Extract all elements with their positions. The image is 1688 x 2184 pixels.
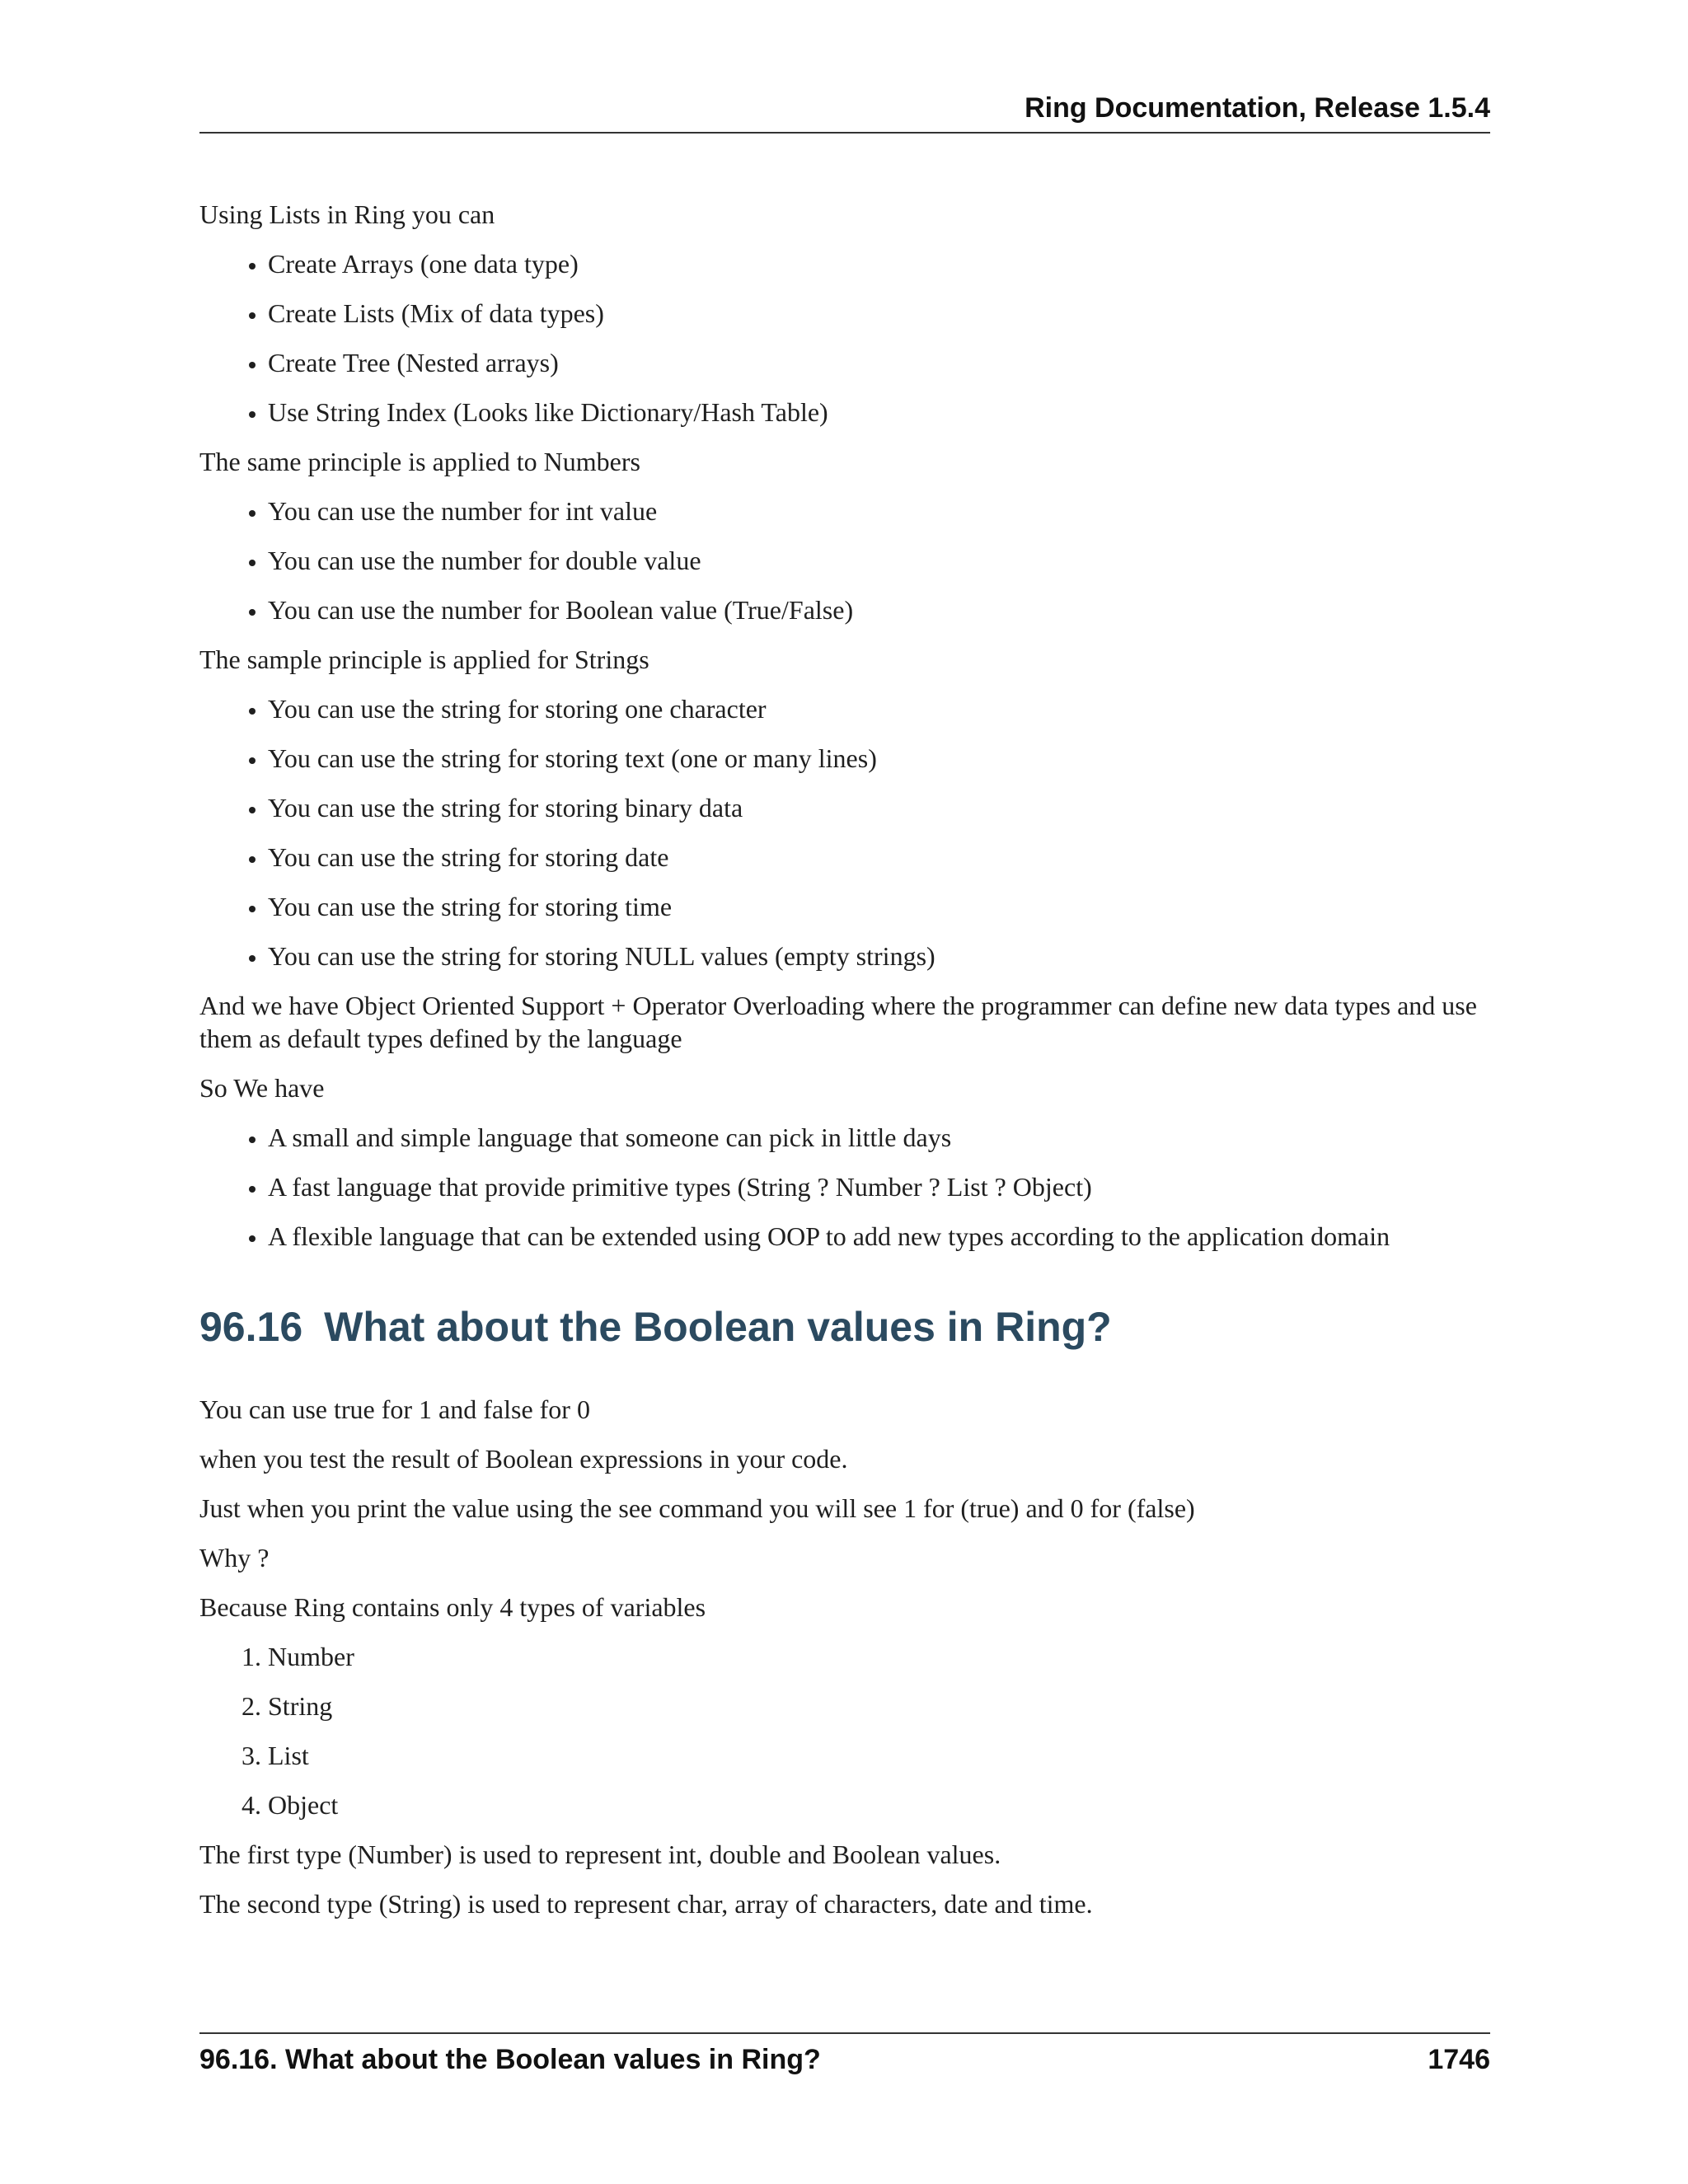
numbers-bullet-list xyxy=(199,494,1490,626)
list-item: • You can use the number for Boolean value (True/False) xyxy=(268,593,1490,626)
boolean-para-3: Just when you print the value using the see command you will see 1 for (true) and 0 for (false) xyxy=(199,1493,1195,1523)
numbers-intro: The same principle is applied to Numbers xyxy=(199,447,640,476)
strings-bullet-list xyxy=(199,692,1490,972)
list-item: • You can use the string for storing text (one or many lines) xyxy=(268,742,1490,775)
list-item: • Create Tree (Nested arrays) xyxy=(268,346,1490,379)
boolean-para-6: The first type (Number) is used to represent int, double and Boolean values. xyxy=(199,1840,1001,1869)
list-item: • You can use the string for storing time xyxy=(268,890,1490,923)
list-item: • You can use the string for storing binary data xyxy=(268,791,1490,824)
summary-bullet-list xyxy=(199,1121,1490,1253)
page-footer xyxy=(199,2032,1490,2076)
boolean-para-2: when you test the result of Boolean expressions in your code. xyxy=(199,1444,848,1474)
boolean-para-1: You can use true for 1 and false for 0 xyxy=(199,1394,590,1424)
list-item: • A fast language that provide primitive types (String ? Number ? List ? Object) xyxy=(268,1170,1490,1203)
list-item: • A small and simple language that someone can pick in little days xyxy=(268,1121,1490,1154)
lists-intro: Using Lists in Ring you can xyxy=(199,199,495,229)
list-item: • Use String Index (Looks like Dictionary/Hash Table) xyxy=(268,396,1490,429)
list-item: • Create Arrays (one data type) xyxy=(268,247,1490,280)
list-item: 3. List xyxy=(268,1739,1490,1772)
list-item: • You can use the string for storing NULL values (empty strings) xyxy=(268,940,1490,972)
page-number: 1746 xyxy=(1428,2044,1490,2075)
section-number: 96.16 xyxy=(199,1304,303,1350)
page-content xyxy=(199,198,1490,1937)
list-item: 2. String xyxy=(268,1690,1490,1722)
document-title: Ring Documentation, Release 1.5.4 xyxy=(1025,92,1490,124)
list-item: • Create Lists (Mix of data types) xyxy=(268,297,1490,330)
section-title: What about the Boolean values in Ring? xyxy=(324,1304,1112,1350)
oop-paragraph: And we have Object Oriented Support + Operator Overloading where the programmer can define new data types and use them as default types defined by the language xyxy=(199,991,1477,1053)
strings-intro: The sample principle is applied for Strings xyxy=(199,644,649,674)
list-item: • You can use the string for storing date xyxy=(268,841,1490,874)
list-item: • You can use the number for int value xyxy=(268,494,1490,527)
list-item: • You can use the string for storing one character xyxy=(268,692,1490,725)
section-heading xyxy=(199,1302,1490,1352)
page-header xyxy=(199,92,1490,134)
list-item: • You can use the number for double value xyxy=(268,544,1490,577)
lists-bullet-list xyxy=(199,247,1490,429)
list-item: 4. Object xyxy=(268,1788,1490,1821)
summary-intro: So We have xyxy=(199,1073,325,1103)
footer-section-label: 96.16. What about the Boolean values in Ring? xyxy=(199,2044,821,2075)
list-item: 1. Number xyxy=(268,1640,1490,1673)
list-item: • A flexible language that can be extended using OOP to add new types according to the application domain xyxy=(268,1220,1490,1253)
boolean-para-5: Because Ring contains only 4 types of variables xyxy=(199,1592,706,1622)
types-numbered-list xyxy=(199,1640,1490,1821)
boolean-para-7: The second type (String) is used to represent char, array of characters, date and time. xyxy=(199,1889,1093,1919)
boolean-para-4: Why ? xyxy=(199,1543,270,1572)
